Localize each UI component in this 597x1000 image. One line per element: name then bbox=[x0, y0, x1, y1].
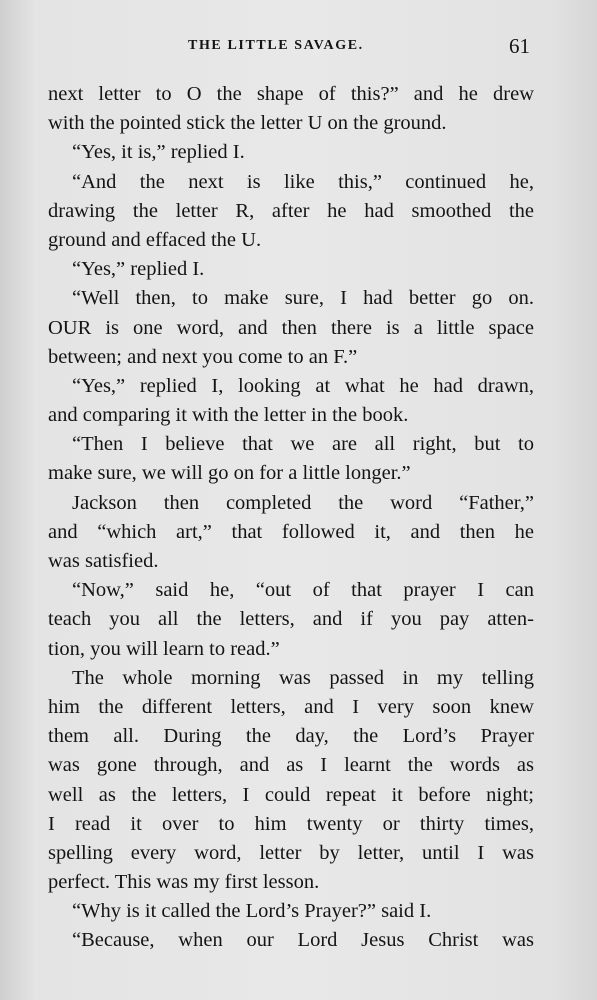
text-line: well as the letters, I could repeat it before night; bbox=[48, 783, 534, 806]
text-line: ground and effaced the U. bbox=[48, 228, 262, 251]
running-title: THE LITTLE SAVAGE. bbox=[188, 38, 364, 53]
text-line: him the different letters, and I very soon knew bbox=[48, 695, 534, 718]
text-line: drawing the letter R, after he had smoothed the bbox=[48, 199, 534, 222]
text-line: “Yes, it is,” replied I. bbox=[72, 141, 245, 164]
text-line: spelling every word, letter by letter, until I was bbox=[48, 841, 534, 864]
text-line: “Because, when our Lord Jesus Christ was bbox=[72, 929, 534, 952]
text-line: “Yes,” replied I, looking at what he had drawn, bbox=[72, 374, 534, 397]
text-line: tion, you will learn to read.” bbox=[48, 637, 280, 660]
text-line: “Yes,” replied I. bbox=[72, 258, 205, 281]
text-line: and comparing it with the letter in the book. bbox=[48, 404, 409, 427]
text-line: “Then I believe that we are all right, but to bbox=[72, 433, 534, 456]
text-line: was gone through, and as I learnt the words as bbox=[48, 754, 534, 777]
text-line: with the pointed stick the letter U on the ground. bbox=[48, 112, 447, 135]
text-line: between; and next you come to an F.” bbox=[48, 345, 358, 368]
text-line: them all. During the day, the Lord’s Prayer bbox=[48, 725, 534, 748]
text-line: “Now,” said he, “out of that prayer I can bbox=[72, 579, 534, 602]
text-line: I read it over to him twenty or thirty times, bbox=[48, 812, 534, 835]
text-line: OUR is one word, and then there is a little space bbox=[48, 316, 534, 339]
text-line: “Why is it called the Lord’s Prayer?” said I. bbox=[72, 900, 432, 923]
text-line: “And the next is like this,” continued he, bbox=[72, 170, 534, 193]
text-line: The whole morning was passed in my telling bbox=[72, 666, 534, 689]
text-line: and “which art,” that followed it, and then he bbox=[48, 520, 534, 543]
text-line: Jackson then completed the word “Father,” bbox=[72, 491, 534, 514]
text-line: “Well then, to make sure, I had better go on. bbox=[72, 287, 534, 310]
page-number: 61 bbox=[509, 34, 530, 58]
text-line: next letter to O the shape of this?” and he drew bbox=[48, 83, 534, 105]
text-line: make sure, we will go on for a little longer.” bbox=[48, 462, 411, 485]
text-line: perfect. This was my first lesson. bbox=[48, 871, 320, 894]
body-text bbox=[48, 80, 534, 956]
page-header bbox=[48, 34, 534, 58]
text-line: was satisfied. bbox=[48, 550, 159, 572]
text-line: teach you all the letters, and if you pay atten- bbox=[48, 608, 534, 631]
